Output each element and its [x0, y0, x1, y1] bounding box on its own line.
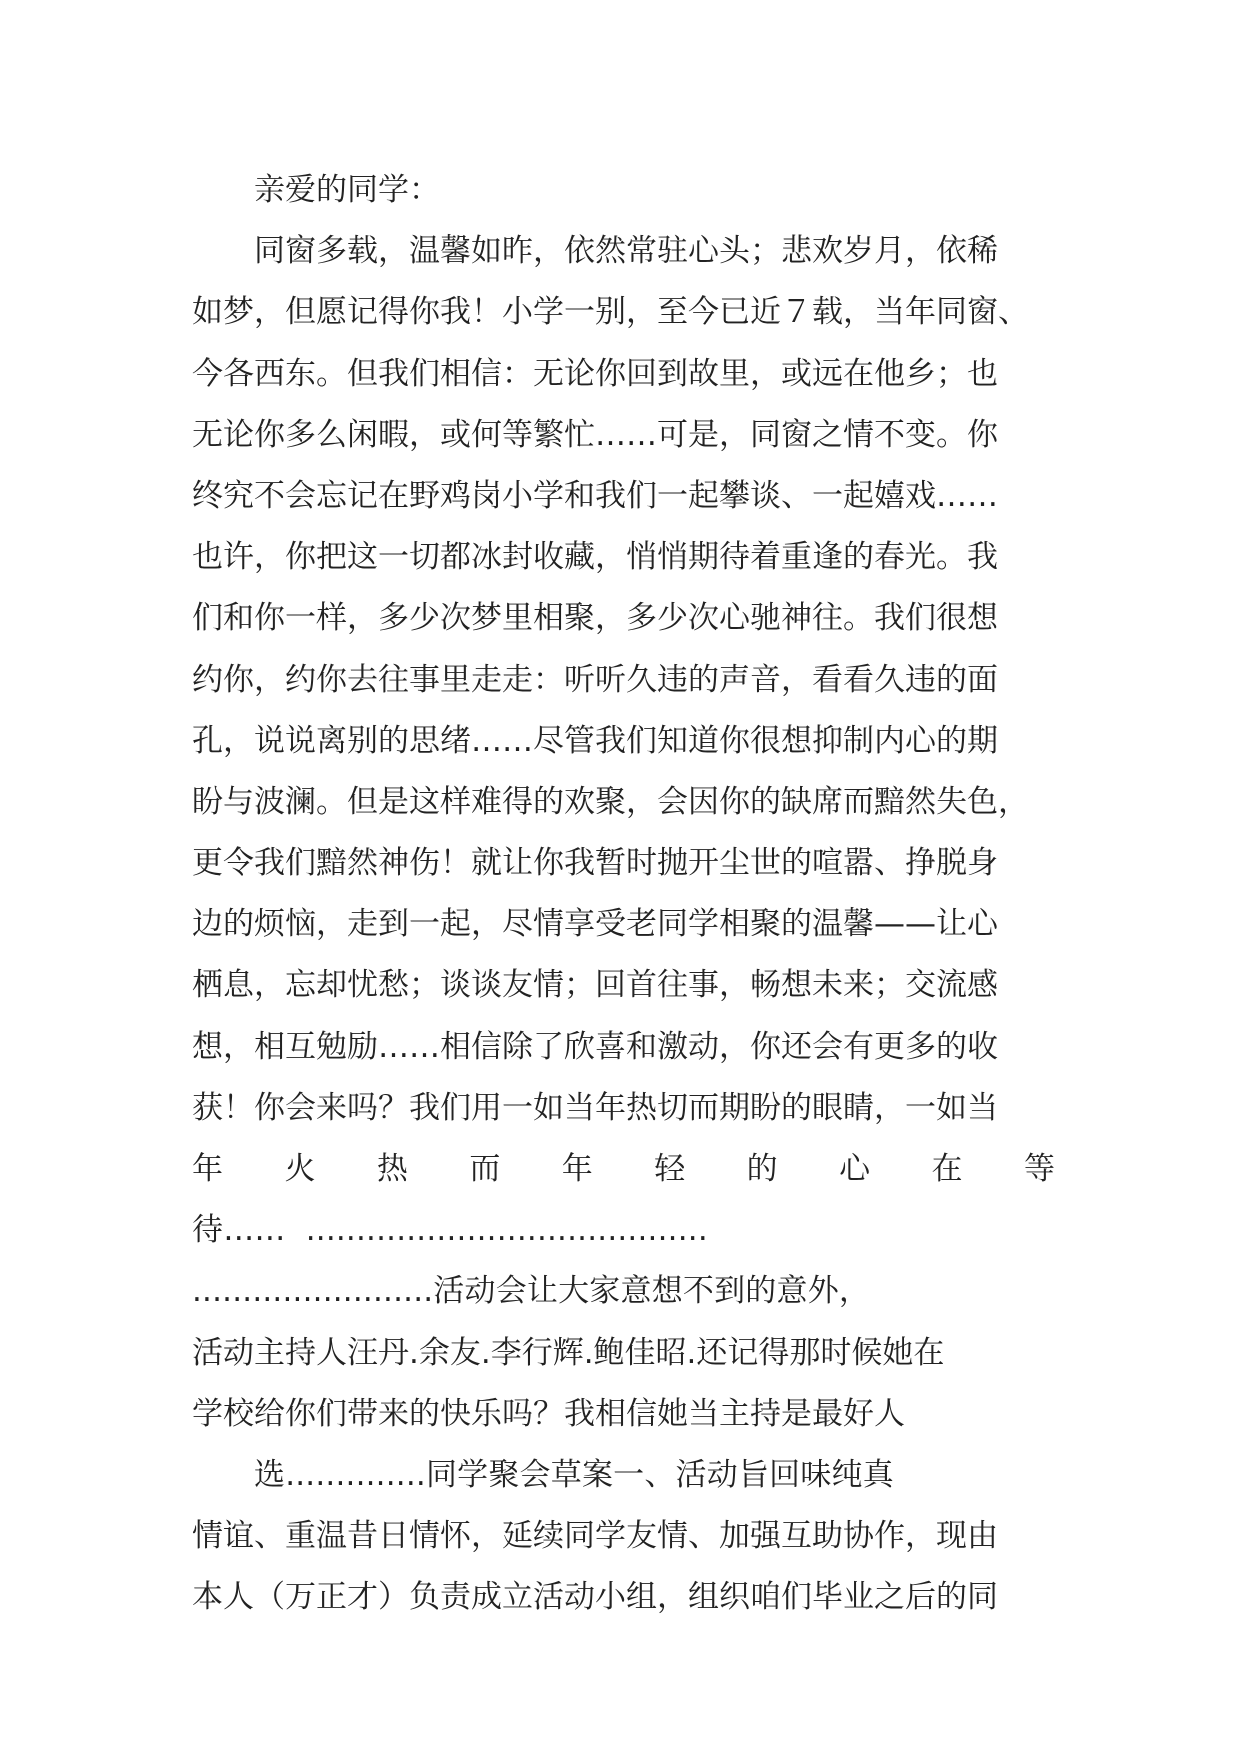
text-line: 今各西东。但我们相信：无论你回到故里，或远在他乡；也 — [192, 355, 998, 392]
text-line: 终究不会忘记在野鸡岗小学和我们一起攀谈、一起嬉戏…… — [192, 477, 998, 514]
text-line: 更令我们黯然神伤！就让你我暂时抛开尘世的喧嚣、挣脱身 — [192, 845, 998, 882]
paragraph2-line: 本人（万正才）负责成立活动小组，组织咱们毕业之后的同 — [192, 1579, 998, 1616]
text-line: 学校给你们带来的快乐吗？我相信她当主持是最好人 — [192, 1395, 905, 1432]
text-line: 想，相互勉励……相信除了欣喜和激动，你还会有更多的收 — [192, 1028, 998, 1065]
paragraph2-line: 情谊、重温昔日情怀，延续同学友情、加强互助协作，现由 — [192, 1518, 998, 1555]
text-line: 如梦，但愿记得你我！小学一别，至今已近７载，当年同窗、 — [192, 294, 1029, 331]
text-line: 无论你多么闲暇，或何等繁忙……可是，同窗之情不变。你 — [192, 416, 998, 453]
text-line-dots: 待…… ........................................ — [192, 1212, 708, 1249]
text-line: 约你，约你去往事里走走：听听久违的声音，看看久违的面 — [192, 661, 998, 698]
greeting-line: 亲爱的同学： — [254, 172, 440, 208]
text-line: 孔，说说离别的思绪……尽管我们知道你很想抑制内心的期 — [192, 722, 998, 759]
text-line-dots: ........................活动会让大家意想不到的意外， — [192, 1273, 871, 1310]
text-line: 边的烦恼，走到一起，尽情享受老同学相聚的温馨——让心 — [192, 906, 998, 943]
text-line: 同窗多载，温馨如昨，依然常驻心头；悲欢岁月，依稀 — [254, 233, 998, 270]
text-line-spaced: 年 火 热 而 年 轻 的 心 在 等 — [192, 1151, 1055, 1187]
text-line: 盼与波澜。但是这样难得的欢聚，会因你的缺席而黯然失色， — [192, 783, 1029, 820]
paragraph2-line: 选..............同学聚会草案一、活动旨回味纯真 — [254, 1456, 894, 1493]
text-line: 活动主持人汪丹.余友.李行辉.鲍佳昭.还记得那时候她在 — [192, 1334, 945, 1371]
text-line: 获！你会来吗？我们用一如当年热切而期盼的眼睛，一如当 — [192, 1089, 998, 1126]
document-body — [192, 160, 1055, 1629]
text-line: 们和你一样，多少次梦里相聚，多少次心驰神往。我们很想 — [192, 600, 998, 637]
text-line: 栖息，忘却忧愁；谈谈友情；回首往事，畅想未来；交流感 — [192, 967, 998, 1004]
text-line: 也许，你把这一切都冰封收藏，悄悄期待着重逢的春光。我 — [192, 539, 998, 576]
